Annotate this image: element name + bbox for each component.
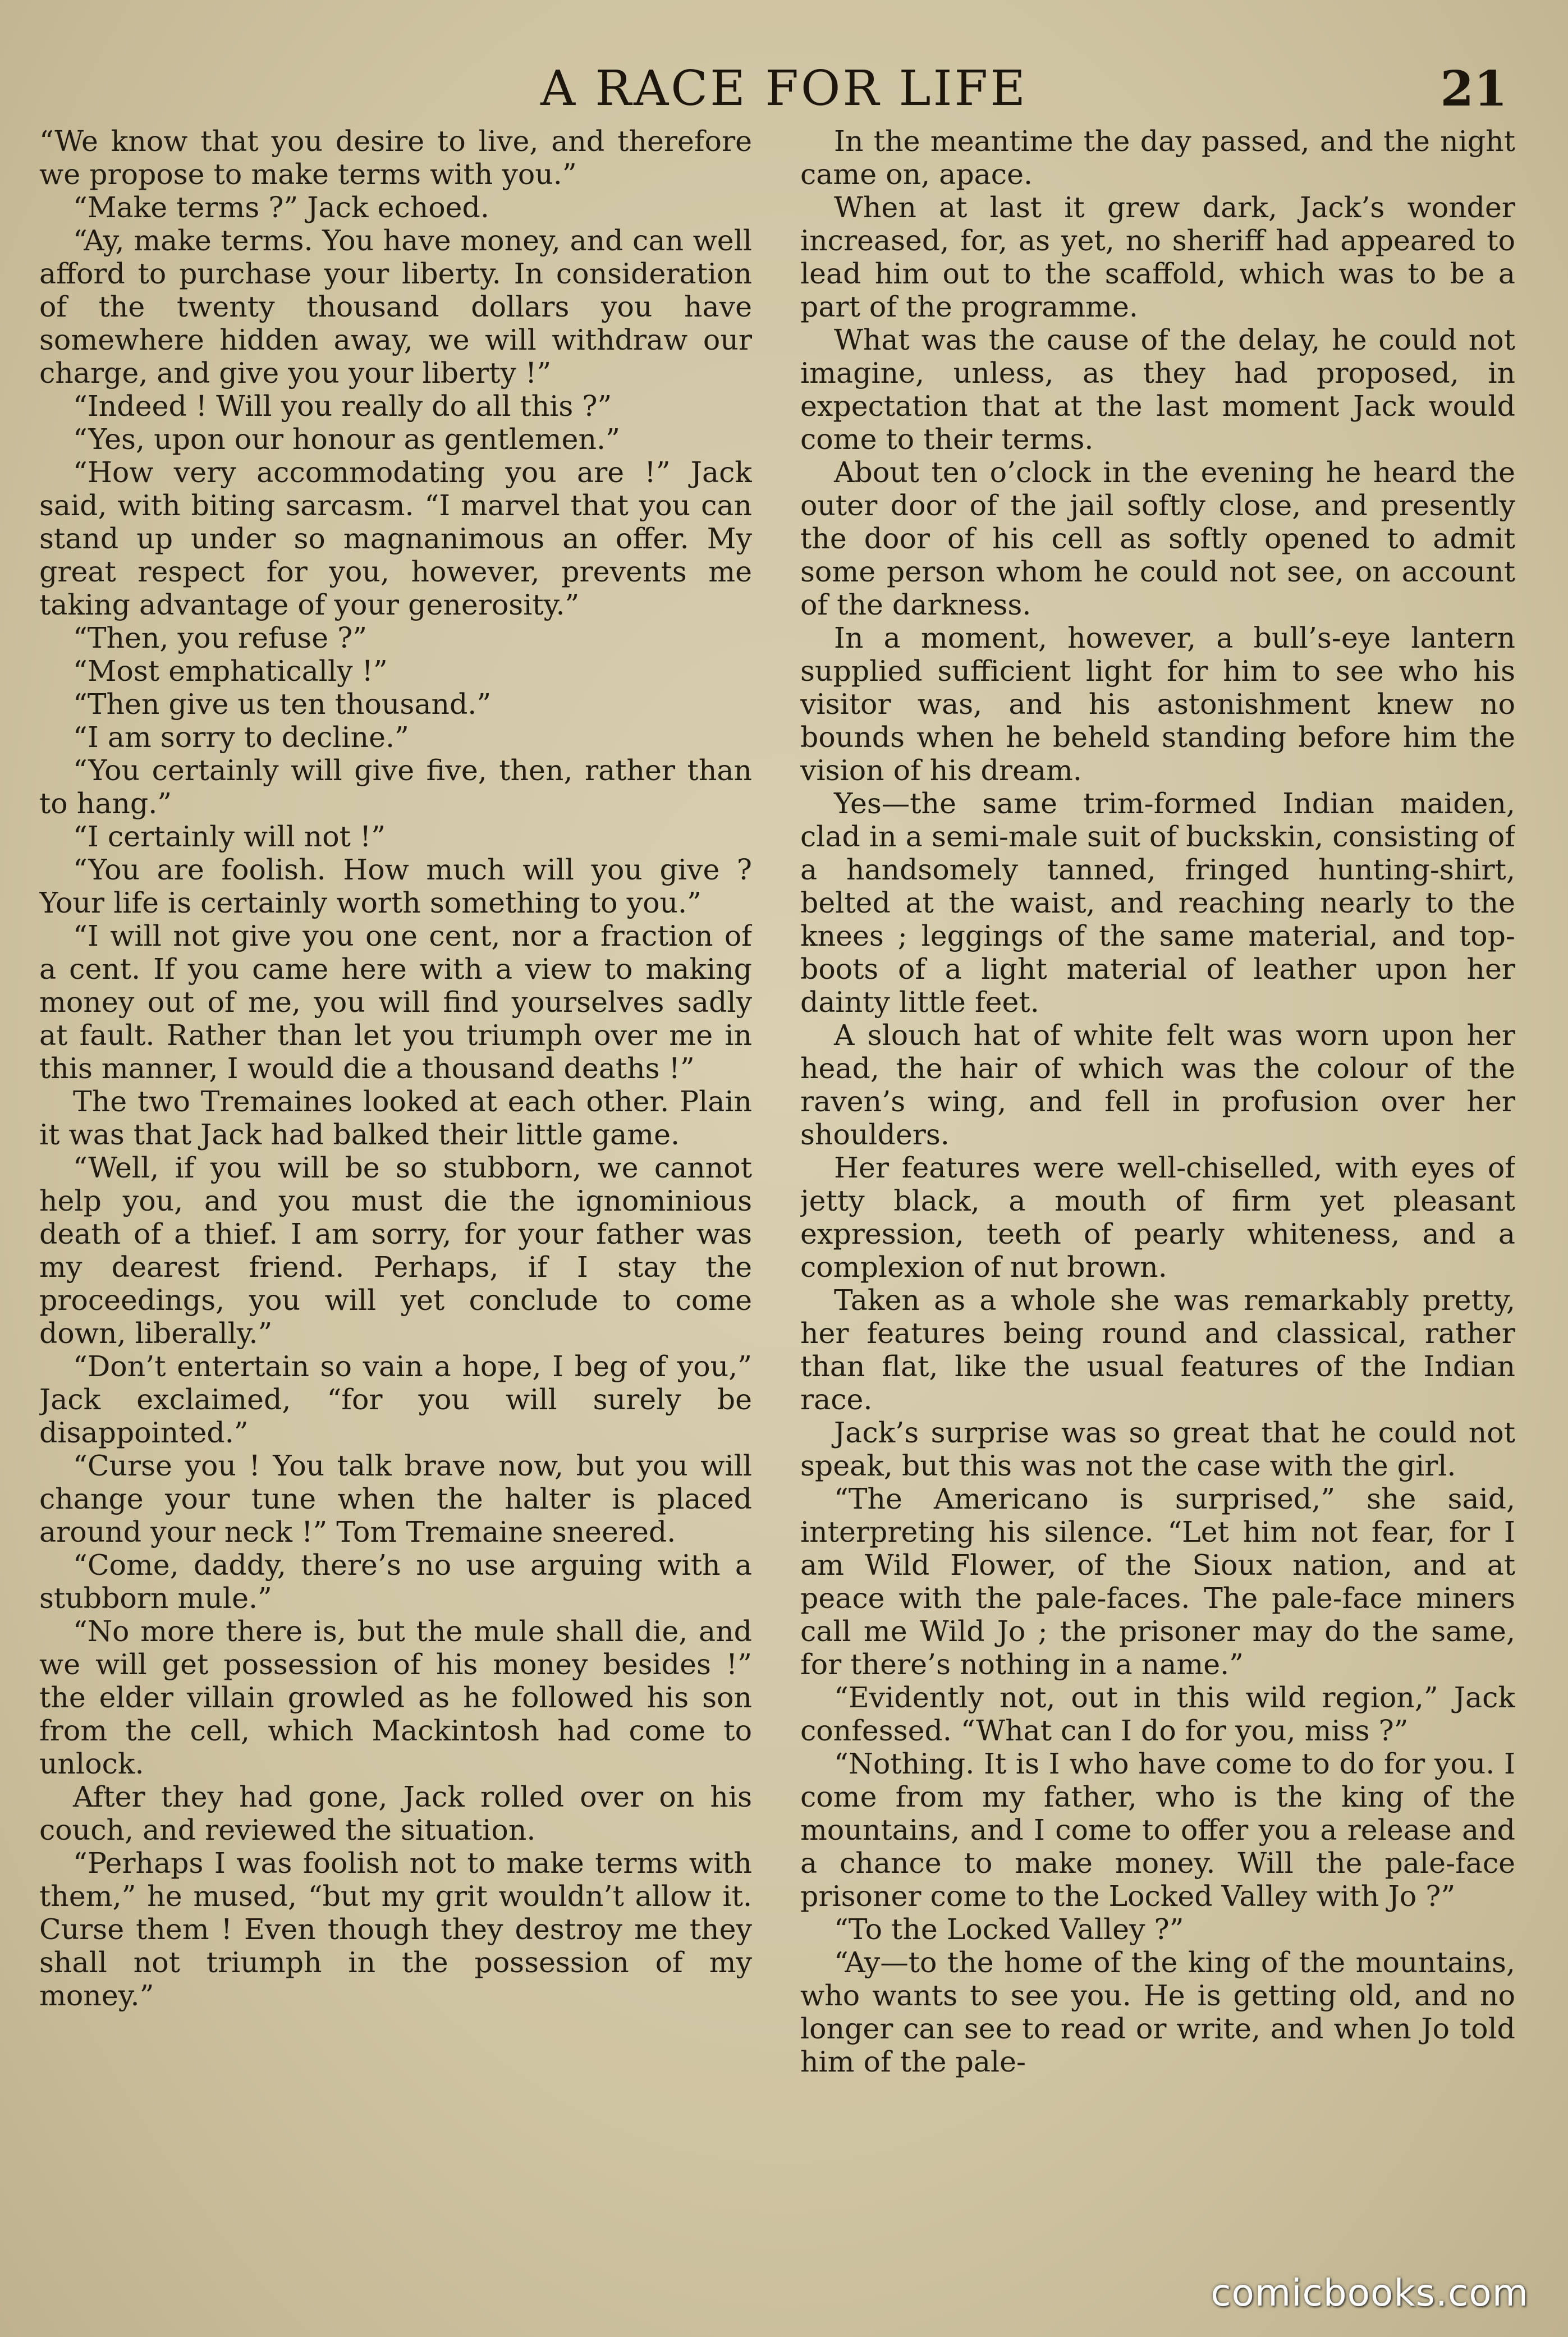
paragraph: “You are foolish. How much will you give ? Your life is certainly worth something to you.” <box>39 853 752 919</box>
watermark: comicbooks.com <box>1211 2271 1529 2315</box>
paragraph: “Come, daddy, there’s no use arguing with a stubborn mule.” <box>39 1548 752 1615</box>
paragraph: “Evidently not, out in this wild region,” Jack confessed. “What can I do for you, miss ?” <box>800 1681 1515 1747</box>
paragraph: “The Americano is surprised,” she said, interpreting his silence. “Let him not fear, for I am Wild Flower, of the Sioux nation, and at peace with the pale-faces. The pale-face miners call me Wild Jo ; the prisoner may do the same, for there’s nothing in a name.” <box>800 1482 1515 1681</box>
paragraph: “Yes, upon our honour as gentlemen.” <box>73 423 620 456</box>
paragraph: About ten o’clock in the evening he heard the outer door of the jail softly close, and presently the door of his cell as softly opened to admit some person whom he could not see, on account of the darkness. <box>800 456 1515 621</box>
paragraph: The two Tremaines looked at each other. Plain it was that Jack had balked their little game. <box>39 1085 752 1151</box>
paragraph: “I am sorry to decline.” <box>73 721 409 754</box>
page-header <box>0 61 1568 122</box>
paragraph: Yes—the same trim-formed Indian maiden, clad in a semi-male suit of buckskin, consisting of a handsomely tanned, fringed hunting-shirt, belted at the waist, and reaching nearly to the knees ; leggings of the same material, and top-boots of a light material of leather upon her dainty little feet. <box>800 787 1515 1019</box>
paragraph: “We know that you desire to live, and therefore we propose to make terms with you.” <box>39 125 752 191</box>
paragraph: “Most emphatically !” <box>73 654 388 688</box>
page-title: A RACE FOR LIFE <box>540 61 1028 117</box>
paragraph: When at last it grew dark, Jack’s wonder increased, for, as yet, no sheriff had appeared to lead him out to the scaffold, which was to be a part of the programme. <box>800 191 1515 323</box>
left-column <box>39 125 752 2257</box>
paragraph: “You certainly will give five, then, rather than to hang.” <box>39 754 752 820</box>
paragraph: “I certainly will not !” <box>73 820 386 853</box>
paragraph: “To the Locked Valley ?” <box>834 1913 1184 1946</box>
paragraph: “How very accommodating you are !” Jack said, with biting sarcasm. “I marvel that you can stand up under so magnanimous an offer. My great respect for you, however, prevents me taking advantage of your generosity.” <box>39 456 752 621</box>
paragraph: “Don’t entertain so vain a hope, I beg of you,” Jack exclaimed, “for you will surely be disappointed.” <box>39 1350 752 1449</box>
page-number: 21 <box>1440 61 1507 117</box>
paragraph: “Nothing. It is I who have come to do for you. I come from my father, who is the king of the mountains, and I come to offer you a release and a chance to make money. Will the pale-face prisoner come to the Locked Valley with Jo ?” <box>800 1747 1515 1913</box>
paragraph: What was the cause of the delay, he could not imagine, unless, as they had proposed, in expectation that at the last moment Jack would come to their terms. <box>800 323 1515 456</box>
paragraph: “Curse you ! You talk brave now, but you will change your tune when the halter is placed around your neck !” Tom Tremaine sneered. <box>39 1449 752 1548</box>
paragraph: A slouch hat of white felt was worn upon her head, the hair of which was the colour of the raven’s wing, and fell in profusion over her shoulders. <box>800 1019 1515 1151</box>
paragraph: “Indeed ! Will you really do all this ?” <box>73 390 612 423</box>
paragraph: “Ay—to the home of the king of the mountains, who wants to see you. He is getting old, and no longer can see to read or write, and when Jo told him of the pale- <box>800 1946 1515 2078</box>
right-column <box>800 125 1515 2257</box>
paragraph: Taken as a whole she was remarkably pretty, her features being round and classical, rather than flat, like the usual features of the Indian race. <box>800 1284 1515 1416</box>
paragraph: In a moment, however, a bull’s-eye lantern supplied sufficient light for him to see who his visitor was, and his astonishment knew no bounds when he beheld standing before him the vision of his dream. <box>800 621 1515 787</box>
paragraph: “I will not give you one cent, nor a fraction of a cent. If you came here with a view to making money out of me, you will find yourselves sadly at fault. Rather than let you triumph over me in this manner, I would die a thousand deaths !” <box>39 919 752 1085</box>
paragraph: “Well, if you will be so stubborn, we cannot help you, and you must die the ignominious death of a thief. I am sorry, for your father was my dearest friend. Perhaps, if I stay the proceedings, you will yet conclude to come down, liberally.” <box>39 1151 752 1350</box>
paragraph: “Then, you refuse ?” <box>73 621 368 654</box>
paragraph: “Then give us ten thousand.” <box>73 688 492 721</box>
paragraph: Jack’s surprise was so great that he could not speak, but this was not the case with the girl. <box>800 1416 1515 1482</box>
paragraph: After they had gone, Jack rolled over on his couch, and reviewed the situation. <box>39 1780 752 1846</box>
paragraph: Her features were well-chiselled, with eyes of jetty black, a mouth of firm yet pleasant expression, teeth of pearly whiteness, and a complexion of nut brown. <box>800 1151 1515 1284</box>
paragraph: “Make terms ?” Jack echoed. <box>73 191 489 224</box>
paragraph: “No more there is, but the mule shall die, and we will get possession of his money besides !” the elder villain growled as he followed his son from the cell, which Mackintosh had come to unlock. <box>39 1615 752 1780</box>
paragraph: In the meantime the day passed, and the night came on, apace. <box>800 125 1515 191</box>
paragraph: “Perhaps I was foolish not to make terms with them,” he mused, “but my grit wouldn’t allow it. Curse them ! Even though they destroy me they shall not triumph in the possession of my money.” <box>39 1846 752 2012</box>
paragraph: “Ay, make terms. You have money, and can well afford to purchase your liberty. In consideration of the twenty thousand dollars you have somewhere hidden away, we will withdraw our charge, and give you your liberty !” <box>39 224 752 390</box>
